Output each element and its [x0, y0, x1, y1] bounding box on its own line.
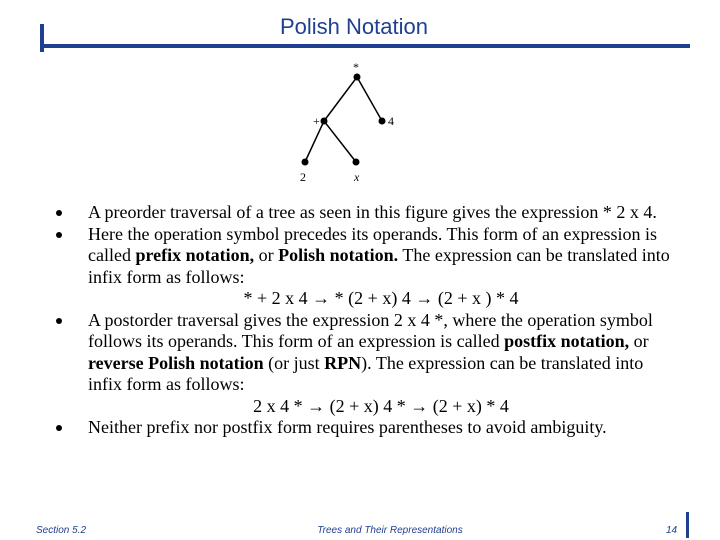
label-four: 4 [388, 114, 394, 128]
bullet-text: * 2 x 4. [602, 202, 657, 222]
node-plus [321, 118, 328, 125]
edge-plus-x [324, 121, 356, 162]
bullet-text: Neither prefix nor postfix form requires parentheses to avoid ambiguity. [88, 417, 607, 437]
bullet-dot [56, 425, 62, 431]
footer-rule [686, 512, 689, 538]
formula-postfix: 2 x 4 * → (2 + x) 4 * → (2 + x) * 4 [253, 395, 509, 416]
bullet-list [54, 202, 674, 439]
edge-root-four [357, 77, 382, 121]
footer-chapter: Trees and Their Representations [317, 525, 463, 536]
bullet-dot [56, 210, 62, 216]
term-reverse-polish: reverse Polish notation [88, 352, 264, 373]
label-plus: + [313, 114, 320, 128]
node-x [353, 159, 360, 166]
bullet-dot [56, 318, 62, 324]
bullet-text: or [254, 245, 279, 265]
expression-tree-figure [290, 60, 420, 190]
label-root: * [353, 60, 359, 74]
bullet-text: (or just [263, 352, 325, 373]
term-postfix-notation: postfix notation, [504, 331, 630, 351]
term-polish-notation: Polish notation. [278, 245, 399, 265]
label-two: 2 [300, 170, 306, 184]
node-two [302, 159, 309, 166]
bullet-dot [56, 232, 62, 238]
node-root [354, 74, 361, 81]
formula-prefix: * + 2 x 4 → * (2 + x) 4 → (2 + x ) * 4 [243, 288, 519, 308]
edge-root-plus [324, 77, 357, 121]
title-rule [40, 44, 690, 48]
bullet-text: Here the operation symbol precedes its operands. This form of an expression is called [88, 223, 658, 265]
bullet-prefix [54, 224, 674, 310]
footer-section: Section 5.2 [36, 525, 87, 536]
bullet-text: A postorder traversal gives the expression 2 x 4 *, where the operation symbol follows its operands. This form of an expression is called [88, 309, 653, 351]
footer-page-number: 14 [666, 525, 678, 536]
term-rpn: RPN [324, 352, 362, 373]
bullet-preorder [54, 202, 674, 224]
term-prefix-notation: prefix notation, [135, 245, 255, 265]
node-four [379, 118, 386, 125]
label-x: x [354, 170, 360, 184]
bullet-ambiguity [54, 417, 674, 439]
bullet-text: A preorder traversal of a tree as seen in this figure gives the expression [88, 202, 599, 222]
bullet-text: The expression can be translated into infix form as follows: [88, 245, 670, 287]
bullet-text: or [629, 331, 649, 351]
page-title: Polish Notation [280, 14, 428, 39]
bullet-text: ). The expression can be translated into infix form as follows: [88, 352, 644, 394]
bullet-postfix [54, 310, 674, 418]
